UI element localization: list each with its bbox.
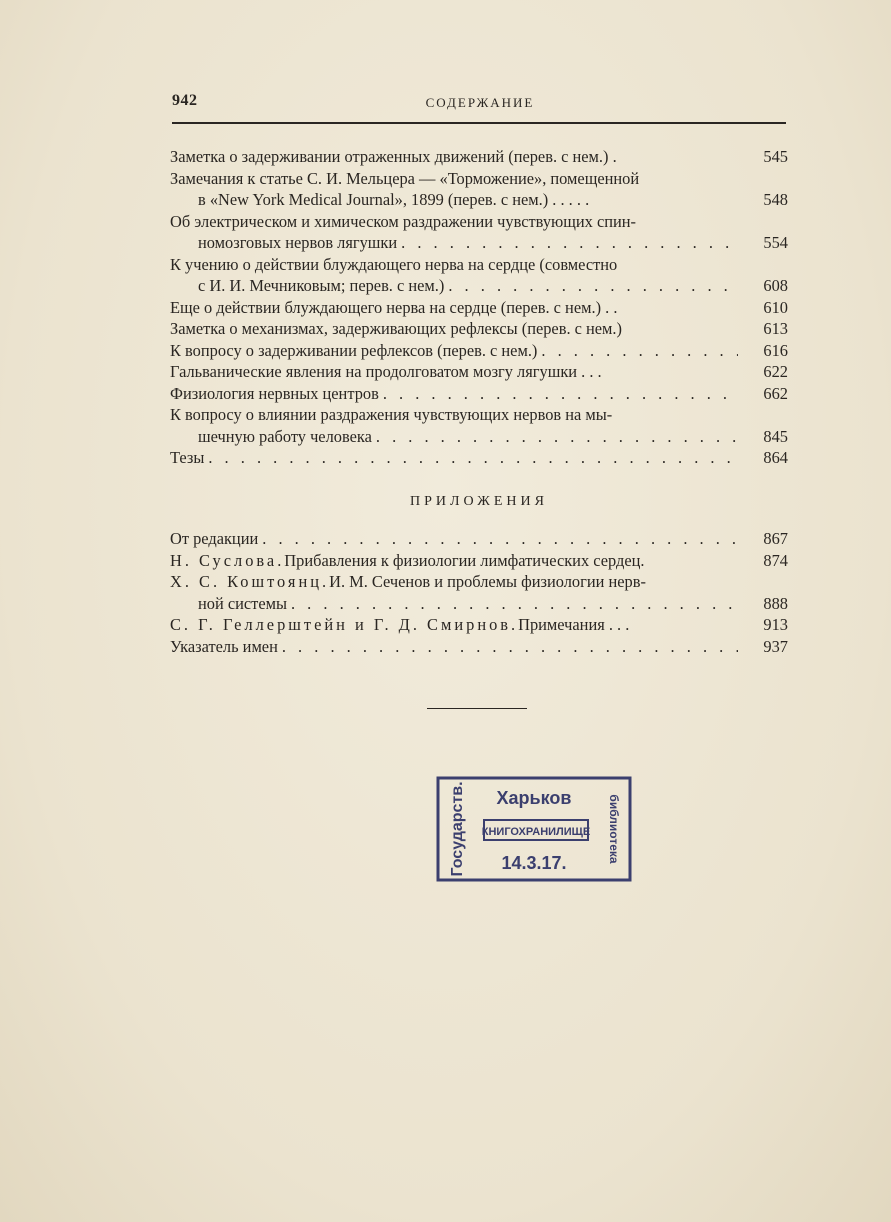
- toc-entry: [170, 528, 788, 550]
- appendix-contents: [170, 528, 788, 657]
- leader-dots: [448, 275, 738, 297]
- stamp-right-text: библиотека: [607, 794, 621, 864]
- toc-entry-page: 610: [763, 297, 788, 317]
- toc-entry: [170, 146, 788, 168]
- toc-entry-title-cont: ной системы: [198, 593, 287, 613]
- toc-entry-title: Указатель имен: [170, 636, 278, 656]
- toc-entry: [170, 361, 788, 383]
- toc-entry: [170, 318, 788, 340]
- toc-entry-title-cont: номозговых нервов лягушки: [198, 233, 398, 252]
- toc-entry-page: 613: [763, 319, 788, 338]
- toc-entry-title: Прибавления к физиологии лимфатических сердец.: [284, 550, 645, 570]
- toc-entry-page: 545: [763, 147, 788, 166]
- leader-dots: [541, 340, 738, 362]
- toc-entry-page: 867: [763, 529, 788, 548]
- toc-entry-title: Примечания . . .: [518, 615, 630, 634]
- toc-entry-title: К вопросу о влиянии раздражения чувствующих нервов на мы-: [170, 405, 613, 424]
- page-header: [172, 90, 788, 116]
- toc-entry-page: 913: [763, 615, 788, 634]
- toc-entry-page: 608: [763, 276, 788, 295]
- toc-entry-page: 662: [763, 383, 788, 403]
- page-number: 942: [172, 92, 198, 109]
- toc-entry-page: 616: [763, 340, 788, 360]
- leader-dots: [262, 528, 738, 550]
- toc-entry-title: К вопросу о задерживании рефлексов (перев. с нем.): [170, 340, 538, 360]
- toc-entry-page: 548: [763, 190, 788, 209]
- toc-entry: [170, 168, 788, 211]
- toc-entry-page: 554: [763, 233, 788, 252]
- toc-entry: [170, 614, 788, 636]
- toc-entry-page: 888: [763, 593, 788, 613]
- appendix-heading: ПРИЛОЖЕНИЯ: [410, 494, 548, 509]
- toc-entry-title-cont: шечную работу человека: [198, 426, 372, 446]
- stamp-date: 14.3.17.: [501, 853, 567, 873]
- stamp-top-text: Харьков: [496, 788, 572, 808]
- end-rule: [427, 708, 527, 709]
- toc-entry-title: Гальванические явления на продолговатом мозгу лягушки . . .: [170, 362, 602, 381]
- leader-dots: [376, 426, 738, 448]
- toc-entry: [170, 340, 788, 362]
- toc-entry: [170, 383, 788, 405]
- stamp-middle-text: КНИГОХРАНИЛИЩЕ: [481, 826, 591, 838]
- toc-entry-title: Заметка о задерживании отраженных движений (перев. с нем.) .: [170, 147, 617, 166]
- toc-entry-title: К учению о действии блуждающего нерва на сердце (совместно: [170, 254, 618, 274]
- toc-entry-author: Н. Суслова.: [170, 550, 285, 570]
- toc-entry-title-cont: в «New York Medical Journal», 1899 (перев. с нем.) . . . . .: [198, 190, 590, 209]
- leader-dots: [282, 636, 738, 658]
- toc-entry: [170, 636, 788, 658]
- toc-entry-author: Х. С. Коштоянц.: [170, 572, 330, 591]
- toc-entry: [170, 211, 788, 254]
- leader-dots: [401, 232, 738, 254]
- table-of-contents: [170, 146, 788, 469]
- toc-entry-title: Заметка о механизмах, задерживающих рефлексы (перев. с нем.): [170, 319, 622, 338]
- toc-entry-title: И. М. Сеченов и проблемы физиологии нерв-: [329, 572, 646, 591]
- toc-entry: [170, 297, 788, 319]
- toc-entry-page: 874: [763, 550, 788, 570]
- toc-entry-title: Еще о действии блуждающего нерва на сердце (перев. с нем.) . .: [170, 297, 618, 317]
- toc-entry-title: От редакции: [170, 529, 259, 548]
- toc-entry-author: С. Г. Геллерштейн и Г. Д. Смирнов.: [170, 615, 519, 634]
- toc-entry-title: Физиология нервных центров: [170, 383, 379, 403]
- running-title: СОДЕРЖАНИЕ: [425, 95, 535, 110]
- stamp-left-text: Государств.: [449, 781, 466, 877]
- leader-dots: [208, 447, 738, 469]
- toc-entry: [170, 254, 788, 297]
- leader-dots: [291, 593, 738, 615]
- toc-entry-title: Тезы: [170, 448, 205, 467]
- toc-entry: [170, 550, 788, 572]
- library-stamp: [434, 774, 634, 884]
- toc-entry-page: 937: [763, 636, 788, 656]
- toc-entry: [170, 447, 788, 469]
- toc-entry: [170, 404, 788, 447]
- toc-entry-title-cont: с И. И. Мечниковым; перев. с нем.): [198, 276, 445, 295]
- toc-entry-page: 845: [763, 426, 788, 446]
- toc-entry-title: Об электрическом и химическом раздражении чувствующих спин-: [170, 211, 637, 231]
- leader-dots: [383, 383, 738, 405]
- toc-entry-page: 864: [763, 448, 788, 467]
- header-rule: [172, 122, 786, 124]
- toc-entry-page: 622: [763, 362, 788, 381]
- toc-entry-title: Замечания к статье С. И. Мельцера — «Торможение», помещенной: [170, 168, 640, 188]
- toc-entry: [170, 571, 788, 614]
